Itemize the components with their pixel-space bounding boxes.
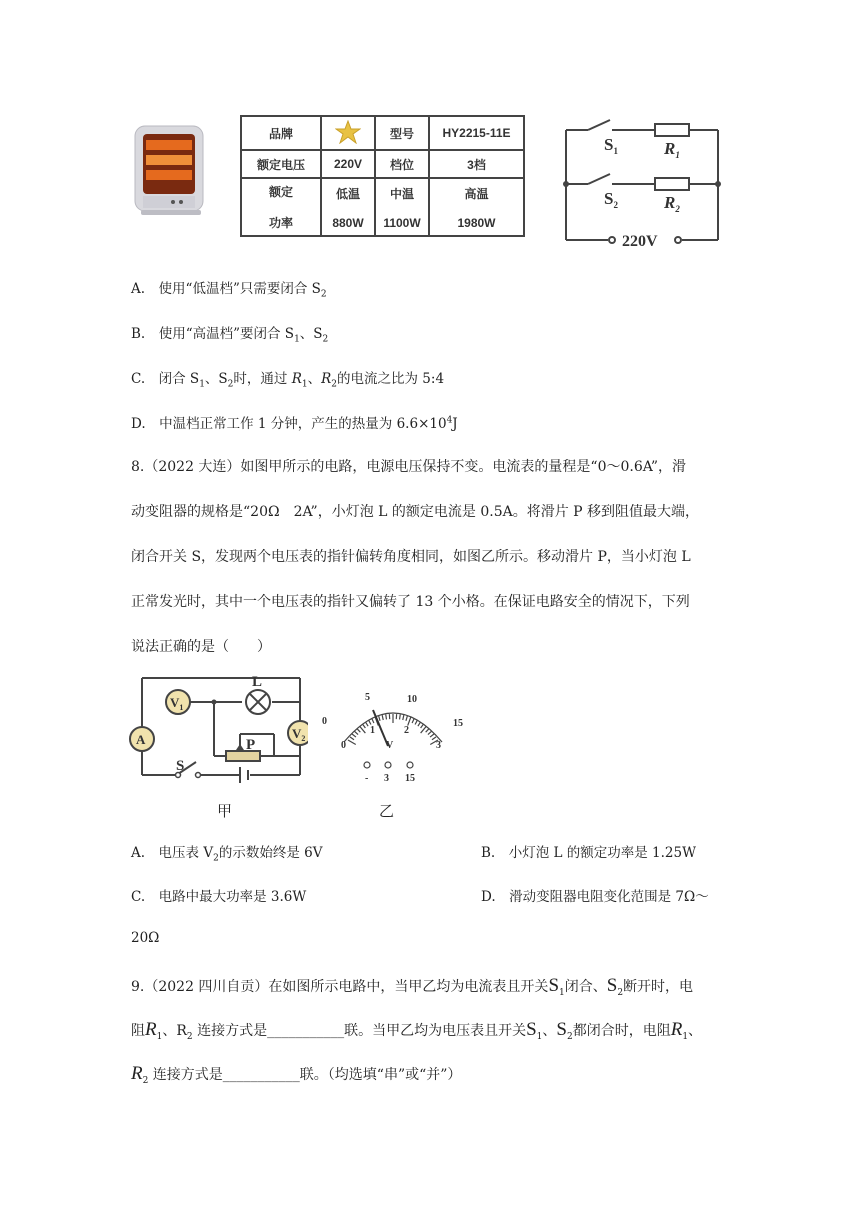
q8-circuit-jia (128, 670, 308, 795)
q8-option-b: B. 小灯泡 L 的额定功率是 1.25W (481, 845, 696, 861)
dial-tick (415, 720, 417, 724)
switch-s2-label: $S_2$ (604, 189, 618, 210)
dial-tick (430, 734, 434, 737)
dial-tick (369, 720, 371, 724)
q8-stem-line-3: 闭合开关 S，发现两个电压表的指针偏转角度相同，如图乙所示。移动滑片 P，当小灯泡 L (131, 549, 691, 565)
lamp-label: L (252, 674, 263, 690)
model-value: HY2215-11E (429, 116, 524, 150)
voltmeter-v1-label: $V_1$ (170, 695, 184, 712)
figure-label-jia: 甲 (217, 802, 233, 820)
slider-label: P (246, 737, 256, 753)
dial-tick (348, 740, 356, 745)
dial-tick (406, 716, 407, 721)
dial-tick (350, 737, 354, 740)
dial-tick (379, 716, 380, 721)
q7-option-c: C. 闭合 $S_1$、$S_2$时，通过 $R_1$、$R_2$的电流之比为 5:4 (131, 371, 445, 390)
dial-tick (352, 734, 356, 737)
rated-voltage-label: 额定电压 (241, 150, 321, 178)
gear-label: 档位 (375, 150, 429, 178)
brand-label: 品牌 (241, 116, 321, 150)
dial-top-15: 15 (453, 718, 463, 729)
dial-tick (428, 731, 432, 734)
dial-tick (386, 715, 387, 720)
dial-tick (400, 715, 401, 720)
rated-voltage-value: 220V (321, 150, 375, 178)
dial-bottom-3: 3 (436, 740, 441, 751)
q8-option-a: A. 电压表 $V_2$的示数始终是 6V (131, 845, 323, 864)
q8-stem-line-1: 8.（2022 大连）如图甲所示的电路，电源电压保持不变。电流表的量程是“0～0.6A”，滑 (131, 459, 686, 475)
q8-stem-line-5: 说法正确的是（ ） (131, 639, 271, 655)
mid-gear: 中温 1100W (375, 178, 429, 236)
heater-spec-table (240, 115, 525, 237)
q8-voltmeter-dial-yi (318, 688, 468, 783)
dial-top-10: 10 (407, 694, 417, 705)
terminal-15: 15 (405, 773, 415, 783)
q7-option-d: D. 中温档正常工作 1 分钟，产生的热量为 $6.6\times 10^4J$ (131, 415, 458, 432)
dial-bottom-0: 0 (341, 740, 346, 751)
q9-line-1: 9.（2022 四川自贡）在如图所示电路中，当甲乙均为电流表且开关$S_1$闭合、$S_2$断开时，电 (131, 975, 694, 998)
q8-stem-line-2: 动变阻器的规格是“20Ω 2A”，小灯泡 L 的额定电流是 0.5A。将滑片 P 移到阻值最大端， (131, 504, 700, 520)
dial-bottom-1: 1 (370, 725, 375, 736)
q9-line-2: 阻$R_1$、$R_2$ 连接方式是___________联。当甲乙均为电压表且开关$S_1$、$S_2$都闭合时，电阻$R_1$、 (131, 1019, 703, 1042)
heater-image (133, 122, 208, 217)
terminal-3: 3 (384, 773, 389, 783)
terminal-minus: - (365, 773, 369, 783)
gear-value: 3档 (429, 150, 524, 178)
dial-unit: V (386, 740, 394, 751)
dial-tick (354, 731, 358, 734)
star-icon (321, 116, 375, 150)
dial-top-0: 0 (322, 716, 327, 727)
ammeter-label: A (136, 732, 146, 747)
q8-option-d: D. 滑动变阻器电阻变化范围是 7Ω～ (481, 889, 709, 905)
dial-tick (382, 715, 383, 720)
resistor-r1-label: $R_1$ (664, 139, 680, 160)
switch-s1-label: $S_1$ (604, 135, 618, 156)
dial-tick (357, 729, 360, 733)
supply-voltage-label: 220V (622, 233, 658, 250)
q8-option-d-continued: 20Ω (131, 930, 160, 946)
rated-power-label: 额定 功率 (241, 178, 321, 236)
resistor-r2-label: $R_2$ (664, 193, 680, 214)
dial-tick (412, 718, 414, 723)
q8-option-c: C. 电路中最大功率是 3.6W (131, 889, 307, 905)
high-gear: 高温 1980W (429, 178, 524, 236)
dial-top-5: 5 (365, 692, 370, 703)
heater-circuit-diagram (560, 118, 730, 250)
q7-option-a: A. 使用“低温档”只需要闭合 $S_2$ (131, 281, 327, 300)
q9-blank-1[interactable]: ___________ (267, 1023, 345, 1039)
dial-tick (403, 715, 404, 720)
q9-blank-2[interactable]: ___________ (222, 1067, 300, 1083)
figure-label-yi: 乙 (379, 802, 395, 820)
switch-label: S (176, 758, 185, 774)
low-gear: 低温 880W (321, 178, 375, 236)
dial-tick (372, 718, 374, 723)
dial-bottom-2: 2 (404, 725, 409, 736)
model-label: 型号 (375, 116, 429, 150)
voltmeter-v2-label: $V_2$ (292, 726, 306, 743)
q9-line-3: $R_2$ 连接方式是___________联。（均选填“串”或“并”） (131, 1063, 462, 1086)
q7-option-b: B. 使用“高温档”要闭合 $S_1$、$S_2$ (131, 326, 329, 345)
q8-stem-line-4: 正常发光时，其中一个电压表的指针又偏转了 13 个小格。在保证电路安全的情况下，下列 (131, 594, 690, 610)
dial-tick (426, 729, 429, 733)
